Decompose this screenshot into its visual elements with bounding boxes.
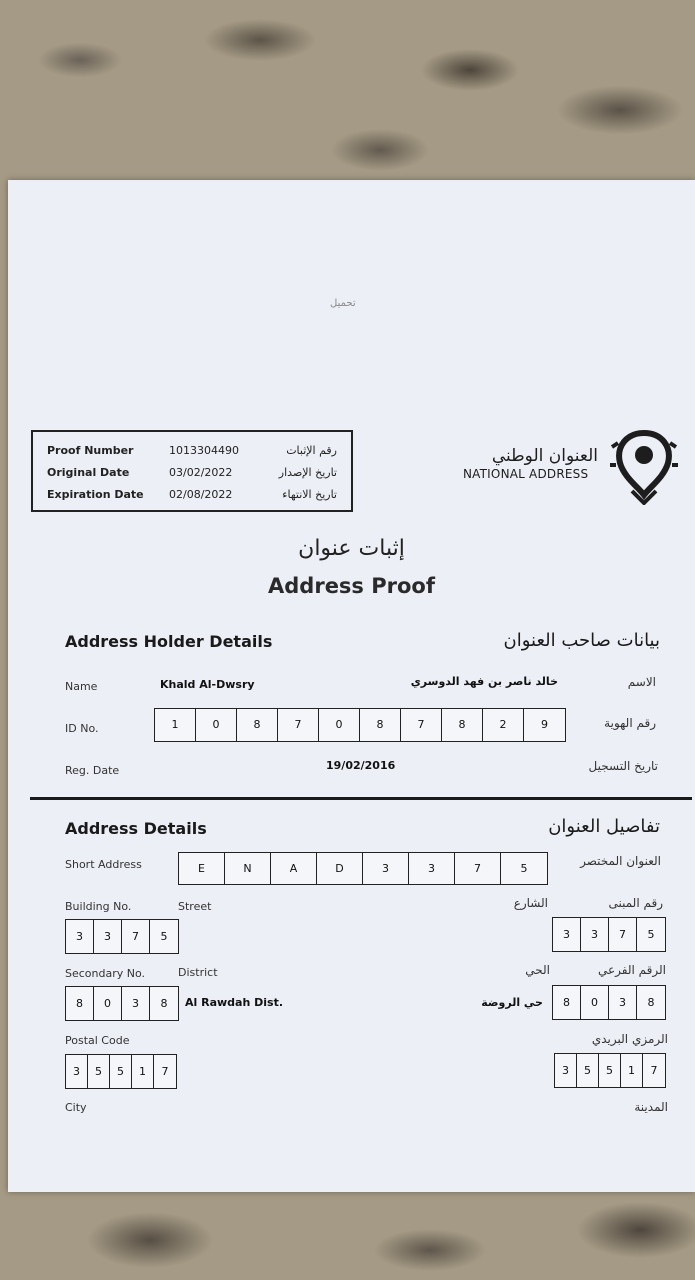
secondary-number-boxes-ar <box>552 985 666 1020</box>
proof-number-label-ar: رقم الإثبات <box>286 444 337 457</box>
building-digit: 3 <box>94 920 122 953</box>
top-note: تحميل <box>330 298 356 309</box>
secondary-digit: 8 <box>553 986 581 1019</box>
short-address-char: 3 <box>363 853 409 884</box>
name-value: Khald Al-Dwsry <box>160 678 255 691</box>
expiration-date-row <box>33 488 351 510</box>
postal-code-label: Postal Code <box>65 1034 130 1047</box>
reg-date-value: 19/02/2016 <box>326 759 396 772</box>
short-address-char: 3 <box>409 853 455 884</box>
id-number-boxes <box>154 708 566 742</box>
short-address-char: E <box>179 853 225 884</box>
street-label: Street <box>178 900 212 913</box>
id-digit: 0 <box>319 709 360 741</box>
logo-name-en: NATIONAL ADDRESS <box>463 467 589 481</box>
building-digit: 7 <box>122 920 150 953</box>
secondary-label-ar: الرقم الفرعي <box>598 963 666 977</box>
secondary-digit: 3 <box>609 986 637 1019</box>
original-date-label: Original Date <box>47 466 130 479</box>
section-divider <box>30 797 692 800</box>
proof-number-label: Proof Number <box>47 444 134 457</box>
short-address-boxes <box>178 852 548 885</box>
holder-heading-en: Address Holder Details <box>65 632 273 651</box>
secondary-label: Secondary No. <box>65 967 146 980</box>
secondary-digit: 8 <box>160 997 168 1010</box>
building-label-ar: رقم المبنى <box>608 896 663 910</box>
short-address-char: 5 <box>520 862 528 875</box>
id-digit: 7 <box>401 709 442 741</box>
title-ar: إثبات عنوان <box>298 536 405 561</box>
postal-digit: 1 <box>621 1054 643 1087</box>
reg-date-label: Reg. Date <box>65 764 120 777</box>
address-proof-document <box>8 180 695 1192</box>
id-digit: 2 <box>483 709 524 741</box>
secondary-number-boxes <box>65 986 179 1021</box>
short-address-label: Short Address <box>65 858 142 871</box>
original-date-value: 03/02/2022 <box>169 466 233 479</box>
short-address-label-ar: العنوان المختصر <box>580 854 661 868</box>
street-label-ar: الشارع <box>513 896 548 910</box>
reg-date-label-ar: تاريخ التسجيل <box>588 759 658 773</box>
postal-digit: 3 <box>66 1055 88 1088</box>
national-address-logo-icon <box>608 425 680 505</box>
proof-info-box <box>31 430 353 512</box>
address-heading-en: Address Details <box>65 819 207 838</box>
id-digit: 0 <box>196 709 237 741</box>
short-address-char: 7 <box>455 853 501 884</box>
postal-digit: 7 <box>650 1064 658 1077</box>
proof-number-value: 1013304490 <box>169 444 239 457</box>
name-label: Name <box>65 680 98 693</box>
postal-digit: 1 <box>132 1055 154 1088</box>
secondary-digit: 0 <box>581 986 609 1019</box>
short-address-char: N <box>225 853 271 884</box>
district-label: District <box>178 966 218 979</box>
id-digit: 1 <box>155 709 196 741</box>
building-digit: 7 <box>609 918 637 951</box>
district-value: Al Rawdah Dist. <box>185 996 284 1009</box>
building-label: Building No. <box>65 900 132 913</box>
postal-digit: 3 <box>555 1054 577 1087</box>
postal-code-boxes <box>65 1054 177 1089</box>
short-address-char: A <box>271 853 317 884</box>
postal-digit: 5 <box>110 1055 132 1088</box>
postal-digit: 5 <box>599 1054 621 1087</box>
logo-name-ar: العنوان الوطني <box>491 446 598 466</box>
postal-digit: 5 <box>577 1054 599 1087</box>
id-label-ar: رقم الهوية <box>604 716 656 730</box>
building-number-boxes <box>65 919 179 954</box>
id-digit: 8 <box>442 709 483 741</box>
id-digit: 9 <box>541 718 548 731</box>
expiration-date-value: 02/08/2022 <box>169 488 233 501</box>
original-date-row <box>33 466 351 488</box>
building-digit: 5 <box>647 928 655 941</box>
id-digit: 8 <box>237 709 278 741</box>
id-label: ID No. <box>65 722 99 735</box>
postal-digit: 5 <box>88 1055 110 1088</box>
postal-code-label-ar: الرمزي البريدي <box>591 1032 668 1046</box>
proof-number-row <box>33 444 351 466</box>
expiration-date-label: Expiration Date <box>47 488 144 501</box>
secondary-digit: 8 <box>66 987 94 1020</box>
address-heading-ar: تفاصيل العنوان <box>548 816 660 837</box>
holder-heading-ar: بيانات صاحب العنوان <box>503 630 660 651</box>
original-date-label-ar: تاريخ الإصدار <box>278 466 337 479</box>
building-number-boxes-ar <box>552 917 666 952</box>
district-label-ar: الحي <box>525 963 550 977</box>
secondary-digit: 0 <box>94 987 122 1020</box>
building-digit: 5 <box>160 930 168 943</box>
name-label-ar: الاسم <box>627 675 656 689</box>
postal-digit: 7 <box>161 1065 169 1078</box>
postal-code-boxes-ar <box>554 1053 666 1088</box>
expiration-date-label-ar: تاريخ الانتهاء <box>282 488 337 501</box>
title-en: Address Proof <box>268 574 435 598</box>
district-value-ar: حي الروضة <box>481 996 543 1009</box>
id-digit: 8 <box>360 709 401 741</box>
id-digit: 7 <box>278 709 319 741</box>
city-label-ar: المدينة <box>634 1100 668 1114</box>
building-digit: 3 <box>66 920 94 953</box>
building-digit: 3 <box>553 918 581 951</box>
building-digit: 3 <box>581 918 609 951</box>
name-value-ar: خالد ناصر بن فهد الدوسري <box>410 675 558 688</box>
city-label: City <box>65 1101 87 1114</box>
secondary-digit: 3 <box>122 987 150 1020</box>
secondary-digit: 8 <box>647 996 655 1009</box>
short-address-char: D <box>317 853 363 884</box>
